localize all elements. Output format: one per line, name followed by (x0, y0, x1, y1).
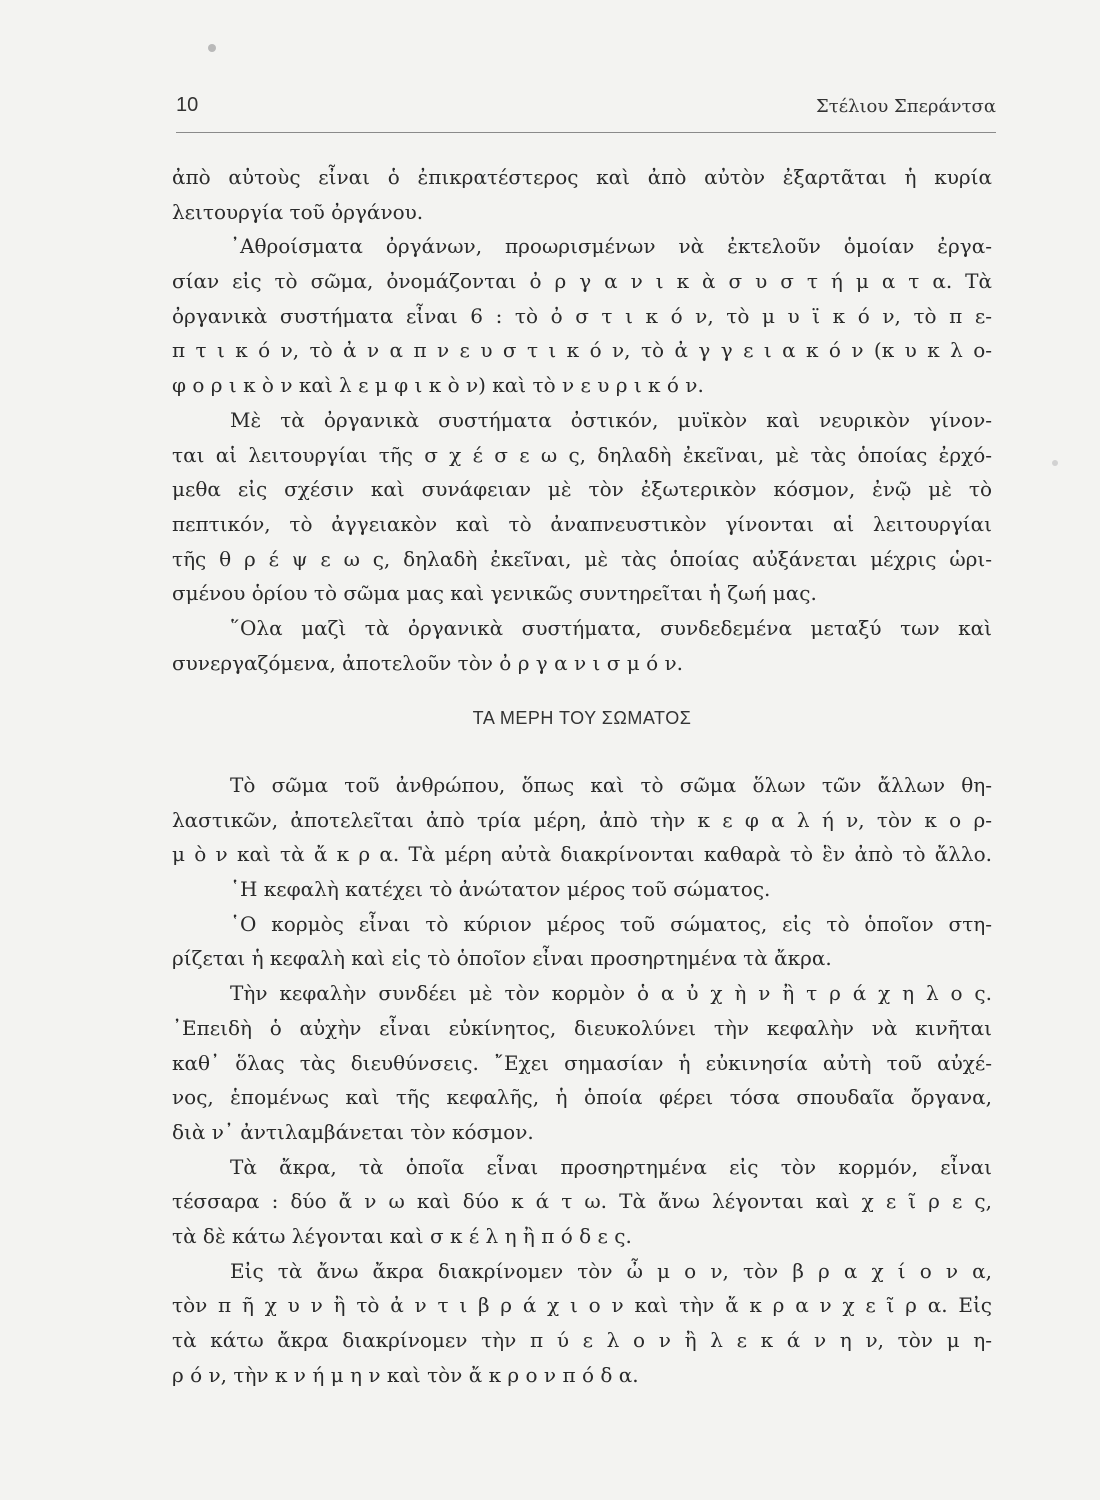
text-line: ὀργανικὰ συστήματα εἶναι 6 : τὸ ὀ σ τ ι κ ό ν, τὸ μ υ ϊ κ ό ν, τὸ π ε- (172, 303, 992, 328)
text-line: πεπτικόν, τὸ ἀγγειακὸν καὶ τὸ ἀναπνευστικὸν γίνονται αἱ λειτουργίαι (172, 511, 992, 536)
text-line: ται αἱ λειτουργίαι τῆς σ χ έ σ ε ω ς, δηλαδὴ ἐκεῖναι, μὲ τὰς ὁποίας ἐρχό- (172, 442, 992, 467)
text-line: π τ ι κ ό ν, τὸ ἀ ν α π ν ε υ σ τ ι κ ό ν, τὸ ἀ γ γ ε ι α κ ό ν (κ υ κ λ ο- (172, 338, 992, 363)
text-line: μ ὸ ν καὶ τὰ ἄ κ ρ α. Τὰ μέρη αὐτὰ διακρίνονται καθαρὰ τὸ ἓν ἀπὸ τὸ ἄλλο. (172, 842, 992, 867)
running-head-author: Στέλιου Σπεράντσα (816, 96, 996, 117)
text-line: νος, ἑπομένως καὶ τῆς κεφαλῆς, ἡ ὁποία φέρει τόσα σπουδαῖα ὄργανα, (172, 1085, 992, 1110)
text-line: Εἰς τὰ ἄνω ἄκρα διακρίνομεν τὸν ὦ μ ο ν, τὸν β ρ α χ ί ο ν α, (230, 1258, 992, 1283)
text-line: Τὰ ἄκρα, τὰ ὁποῖα εἶναι προσηρτημένα εἰς τὸν κορμόν, εἶναι (230, 1154, 992, 1179)
text-line: σίαν εἰς τὸ σῶμα, ὀνομάζονται ὀ ρ γ α ν ι κ ὰ σ υ σ τ ή μ α τ α. Τὰ (172, 269, 992, 294)
text-line: διὰ ν᾿ ἀντιλαμβάνεται τὸν κόσμον. (172, 1119, 534, 1144)
text-line: τέσσαρα : δύο ἄ ν ω καὶ δύο κ ά τ ω. Τὰ ἄνω λέγονται καὶ χ ε ῖ ρ ε ς, (172, 1189, 992, 1214)
text-line: Μὲ τὰ ὀργανικὰ συστήματα ὀστικόν, μυϊκὸν καὶ νευρικὸν γίνον- (230, 407, 992, 432)
text-line: ᾿Αθροίσματα ὀργάνων, προωρισμένων νὰ ἐκτελοῦν ὁμοίαν ἐργα- (230, 234, 992, 259)
text-line: ῾Ο κορμὸς εἶναι τὸ κύριον μέρος τοῦ σώματος, εἰς τὸ ὁποῖον στη- (230, 911, 992, 936)
text-line: ρ ό ν, τὴν κ ν ή μ η ν καὶ τὸν ἄ κ ρ ο ν π ό δ α. (172, 1362, 639, 1387)
text-line: ἀπὸ αὐτοὺς εἶναι ὁ ἐπικρατέστερος καὶ ἀπὸ αὐτὸν ἐξαρτᾶται ἡ κυρία (172, 165, 992, 189)
text-line: Τὸ σῶμα τοῦ ἀνθρώπου, ὅπως καὶ τὸ σῶμα ὅλων τῶν ἄλλων θη- (230, 773, 992, 797)
text-line: σμένου ὁρίου τὸ σῶμα μας καὶ γενικῶς συντηρεῖται ἡ ζωή μας. (172, 581, 817, 606)
text-line: ῾Η κεφαλὴ κατέχει τὸ ἀνώτατον μέρος τοῦ σώματος. (230, 877, 771, 902)
text-line: τῆς θ ρ έ ψ ε ω ς, δηλαδὴ ἐκεῖναι, μὲ τὰς ὁποίας αὐξάνεται μέχρις ὡρι- (172, 546, 992, 571)
section-heading: ΤΑ ΜΕΡΗ ΤΟΥ ΣΩΜΑΤΟΣ (472, 708, 692, 728)
text-line: Τὴν κεφαλὴν συνδέει μὲ τὸν κορμὸν ὁ α ὐ χ ὴ ν ἢ τ ρ ά χ η λ ο ς. (230, 981, 992, 1006)
text-line: ᾿Επειδὴ ὁ αὐχὴν εἶναι εὐκίνητος, διευκολύνει τὴν κεφαλὴν νὰ κινῆται (172, 1015, 992, 1040)
text-line: φ ο ρ ι κ ὸ ν καὶ λ ε μ φ ι κ ὸ ν) καὶ τὸ ν ε υ ρ ι κ ό ν. (172, 373, 704, 398)
page-speck (1052, 460, 1058, 466)
text-line: ῞Ολα μαζὶ τὰ ὀργανικὰ συστήματα, συνδεδεμένα μεταξύ των καὶ (230, 615, 992, 640)
text-line: τὰ κάτω ἄκρα διακρίνομεν τὴν π ύ ε λ ο ν ἢ λ ε κ ά ν η ν, τὸν μ η- (172, 1328, 992, 1352)
text-line: συνεργαζόμενα, ἀποτελοῦν τὸν ὀ ρ γ α ν ι σ μ ό ν. (172, 650, 683, 675)
body-text-section-2 (172, 768, 992, 1392)
text-line: μεθα εἰς σχέσιν καὶ συνάφειαν μὲ τὸν ἐξωτερικὸν κόσμον, ἐνῷ μὲ τὸ (172, 477, 992, 502)
text-line: λειτουργία τοῦ ὀργάνου. (172, 199, 424, 224)
text-line: ρίζεται ἡ κεφαλὴ καὶ εἰς τὸ ὁποῖον εἶναι προσηρτημένα τὰ ἄκρα. (172, 946, 832, 971)
text-line: τὰ δὲ κάτω λέγονται καὶ σ κ έ λ η ἢ π ό δ ε ς. (172, 1223, 632, 1248)
text-line: καθ᾿ ὅλας τὰς διευθύνσεις. ῎Εχει σημασίαν ἡ εὐκινησία αὐτὴ τοῦ αὐχέ- (172, 1050, 992, 1075)
body-text-section-1 (172, 160, 992, 680)
page-speck (208, 44, 216, 52)
page-header (176, 92, 996, 133)
text-line: τὸν π ῆ χ υ ν ἢ τὸ ἀ ν τ ι β ρ ά χ ι ο ν καὶ τὴν ἄ κ ρ α ν χ ε ῖ ρ α. Εἰς (172, 1293, 992, 1318)
page-number: 10 (176, 94, 199, 116)
text-line: λαστικῶν, ἀποτελεῖται ἀπὸ τρία μέρη, ἀπὸ τὴν κ ε φ α λ ή ν, τὸν κ ο ρ- (172, 807, 992, 832)
